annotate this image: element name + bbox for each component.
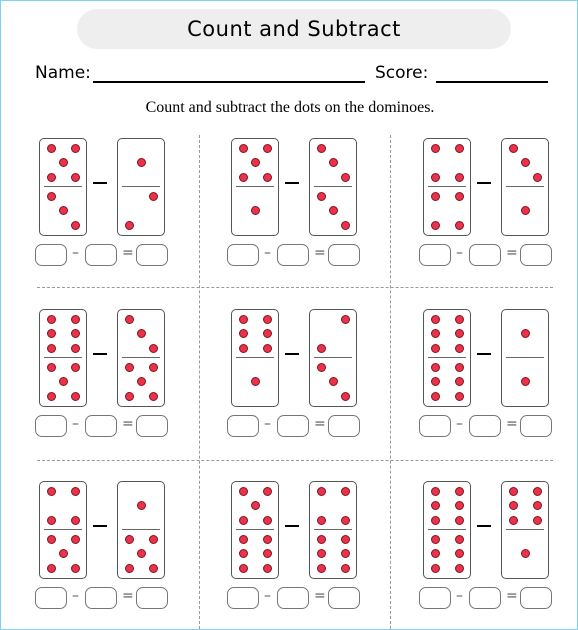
- domino-dot: [341, 173, 350, 182]
- equals-operator: =: [314, 588, 326, 604]
- domino-divider: [428, 529, 466, 530]
- domino-dot: [317, 516, 326, 525]
- domino-dot: [71, 535, 80, 544]
- domino-dot: [455, 501, 464, 510]
- name-label: Name:: [35, 63, 91, 83]
- answer-row: [227, 244, 367, 268]
- domino-right: [309, 309, 357, 407]
- domino-dot: [263, 516, 272, 525]
- score-label: Score:: [375, 63, 429, 83]
- domino-dot: [521, 206, 530, 215]
- equals-operator: =: [506, 245, 518, 261]
- domino-dot: [239, 315, 248, 324]
- domino-right: [117, 481, 165, 579]
- domino-dot: [149, 344, 158, 353]
- domino-dot: [431, 221, 440, 230]
- domino-dot: [47, 564, 56, 573]
- equals-operator: =: [314, 245, 326, 261]
- answer-box-second[interactable]: [85, 244, 117, 266]
- domino-dot: [431, 192, 440, 201]
- domino-dot: [125, 564, 134, 573]
- domino-dot: [431, 549, 440, 558]
- domino-dot: [239, 535, 248, 544]
- domino-left: [423, 138, 471, 236]
- domino-dot: [137, 377, 146, 386]
- minus-operator: –: [456, 245, 463, 261]
- answer-box-result[interactable]: [520, 587, 552, 609]
- domino-dot: [239, 487, 248, 496]
- domino-right: [501, 138, 549, 236]
- domino-dot: [71, 564, 80, 573]
- domino-dot: [509, 516, 518, 525]
- problem-cell: [35, 481, 215, 621]
- answer-box-second[interactable]: [277, 587, 309, 609]
- domino-dot: [251, 501, 260, 510]
- domino-left: [39, 138, 87, 236]
- answer-box-first[interactable]: [419, 587, 451, 609]
- equals-operator: =: [506, 588, 518, 604]
- domino-divider: [44, 357, 82, 358]
- domino-left: [231, 481, 279, 579]
- domino-left: [39, 309, 87, 407]
- domino-dot: [59, 158, 68, 167]
- domino-dot: [125, 363, 134, 372]
- domino-dot: [431, 487, 440, 496]
- domino-dot: [71, 344, 80, 353]
- domino-dot: [533, 516, 542, 525]
- domino-dot: [455, 144, 464, 153]
- domino-right: [117, 138, 165, 236]
- title-text: Count and Subtract: [187, 17, 401, 41]
- minus-operator: –: [456, 588, 463, 604]
- domino-dot: [149, 363, 158, 372]
- minus-operator: –: [264, 245, 271, 261]
- domino-dot: [47, 363, 56, 372]
- minus-sign: [93, 353, 107, 355]
- domino-dot: [149, 564, 158, 573]
- domino-dot: [71, 315, 80, 324]
- domino-divider: [428, 186, 466, 187]
- domino-dot: [317, 144, 326, 153]
- domino-divider: [236, 186, 274, 187]
- domino-dot: [431, 392, 440, 401]
- domino-dot: [329, 377, 338, 386]
- domino-dot: [149, 535, 158, 544]
- domino-dot: [431, 344, 440, 353]
- domino-dot: [533, 487, 542, 496]
- score-input-line[interactable]: [436, 81, 548, 83]
- domino-divider: [506, 529, 544, 530]
- answer-box-first[interactable]: [419, 244, 451, 266]
- domino-dot: [317, 487, 326, 496]
- domino-dot: [455, 535, 464, 544]
- domino-dot: [455, 363, 464, 372]
- domino-dot: [341, 535, 350, 544]
- problem-cell: [419, 309, 578, 449]
- domino-dot: [455, 549, 464, 558]
- domino-left: [231, 138, 279, 236]
- domino-right: [309, 481, 357, 579]
- minus-sign: [285, 353, 299, 355]
- answer-box-second[interactable]: [85, 587, 117, 609]
- domino-divider: [122, 186, 160, 187]
- domino-dot: [47, 315, 56, 324]
- domino-dot: [251, 158, 260, 167]
- domino-divider: [506, 357, 544, 358]
- grid-divider-horizontal: [37, 460, 553, 461]
- answer-box-first[interactable]: [35, 244, 67, 266]
- domino-divider: [44, 529, 82, 530]
- domino-dot: [71, 173, 80, 182]
- answer-box-first[interactable]: [35, 587, 67, 609]
- domino-dot: [521, 377, 530, 386]
- domino-dot: [431, 535, 440, 544]
- minus-sign: [285, 525, 299, 527]
- domino-dot: [431, 377, 440, 386]
- answer-box-result[interactable]: [136, 244, 168, 266]
- minus-sign: [477, 525, 491, 527]
- domino-dot: [455, 487, 464, 496]
- domino-dot: [47, 535, 56, 544]
- domino-dot: [317, 549, 326, 558]
- domino-right: [117, 309, 165, 407]
- domino-dot: [239, 549, 248, 558]
- domino-dot: [125, 221, 134, 230]
- domino-dot: [263, 344, 272, 353]
- domino-dot: [455, 221, 464, 230]
- domino-dot: [329, 158, 338, 167]
- domino-dot: [431, 329, 440, 338]
- domino-dot: [47, 329, 56, 338]
- domino-divider: [236, 529, 274, 530]
- domino-dot: [149, 392, 158, 401]
- domino-dot: [47, 392, 56, 401]
- domino-dot: [125, 392, 134, 401]
- domino-right: [309, 138, 357, 236]
- minus-operator: –: [264, 416, 271, 432]
- equals-operator: =: [314, 416, 326, 432]
- domino-dot: [263, 487, 272, 496]
- domino-dot: [341, 221, 350, 230]
- answer-box-result[interactable]: [328, 587, 360, 609]
- answer-box-result[interactable]: [328, 415, 360, 437]
- answer-box-first[interactable]: [419, 415, 451, 437]
- answer-box-second[interactable]: [277, 415, 309, 437]
- domino-dot: [509, 501, 518, 510]
- answer-box-second[interactable]: [85, 415, 117, 437]
- answer-box-second[interactable]: [469, 415, 501, 437]
- domino-dot: [341, 392, 350, 401]
- domino-dot: [533, 501, 542, 510]
- domino-dot: [137, 158, 146, 167]
- domino-dot: [431, 363, 440, 372]
- domino-dot: [317, 363, 326, 372]
- answer-row: [419, 587, 559, 611]
- domino-dot: [509, 487, 518, 496]
- domino-dot: [329, 206, 338, 215]
- domino-dot: [137, 501, 146, 510]
- domino-dot: [59, 549, 68, 558]
- equals-operator: =: [122, 245, 134, 261]
- domino-dot: [431, 173, 440, 182]
- domino-dot: [431, 144, 440, 153]
- domino-dot: [509, 144, 518, 153]
- answer-box-first[interactable]: [227, 415, 259, 437]
- domino-left: [39, 481, 87, 579]
- instructions: Count and subtract the dots on the dominoes.: [145, 99, 435, 116]
- domino-dot: [317, 535, 326, 544]
- name-score-row: [35, 61, 555, 85]
- domino-dot: [125, 315, 134, 324]
- domino-dot: [263, 315, 272, 324]
- equals-operator: =: [122, 416, 134, 432]
- domino-dot: [47, 487, 56, 496]
- answer-row: [35, 587, 175, 611]
- domino-dot: [263, 549, 272, 558]
- domino-dot: [47, 173, 56, 182]
- domino-divider: [122, 529, 160, 530]
- domino-left: [423, 309, 471, 407]
- domino-dot: [455, 344, 464, 353]
- answer-row: [227, 415, 367, 439]
- minus-operator: –: [456, 416, 463, 432]
- answer-box-second[interactable]: [469, 244, 501, 266]
- minus-operator: –: [72, 416, 79, 432]
- domino-dot: [455, 173, 464, 182]
- domino-right: [501, 481, 549, 579]
- domino-dot: [71, 144, 80, 153]
- domino-dot: [521, 329, 530, 338]
- domino-dot: [317, 344, 326, 353]
- domino-dot: [455, 516, 464, 525]
- answer-box-second[interactable]: [277, 244, 309, 266]
- minus-sign: [477, 182, 491, 184]
- grid-divider-horizontal: [37, 287, 553, 288]
- domino-dot: [125, 535, 134, 544]
- domino-dot: [341, 549, 350, 558]
- answer-row: [419, 244, 559, 268]
- domino-dot: [71, 221, 80, 230]
- answer-box-result[interactable]: [136, 415, 168, 437]
- domino-dot: [251, 377, 260, 386]
- domino-dot: [137, 329, 146, 338]
- problem-cell: [227, 309, 407, 449]
- domino-dot: [431, 564, 440, 573]
- answer-row: [35, 244, 175, 268]
- problem-cell: [419, 481, 578, 621]
- domino-dot: [317, 564, 326, 573]
- worksheet-title: [77, 9, 511, 49]
- domino-dot: [47, 344, 56, 353]
- domino-dot: [47, 144, 56, 153]
- domino-divider: [314, 357, 352, 358]
- equals-operator: =: [122, 588, 134, 604]
- domino-dot: [239, 344, 248, 353]
- domino-dot: [71, 329, 80, 338]
- domino-dot: [263, 329, 272, 338]
- minus-sign: [477, 353, 491, 355]
- minus-sign: [93, 182, 107, 184]
- domino-dot: [533, 173, 542, 182]
- domino-dot: [263, 173, 272, 182]
- domino-dot: [455, 329, 464, 338]
- answer-box-first[interactable]: [227, 244, 259, 266]
- domino-dot: [239, 516, 248, 525]
- answer-box-result[interactable]: [520, 415, 552, 437]
- domino-divider: [428, 357, 466, 358]
- domino-dot: [137, 549, 146, 558]
- domino-dot: [239, 329, 248, 338]
- problem-cell: [227, 481, 407, 621]
- domino-dot: [455, 392, 464, 401]
- domino-dot: [47, 516, 56, 525]
- problem-cell: [35, 309, 215, 449]
- domino-dot: [251, 206, 260, 215]
- domino-dot: [431, 516, 440, 525]
- equals-operator: =: [506, 416, 518, 432]
- domino-dot: [317, 192, 326, 201]
- domino-divider: [44, 186, 82, 187]
- answer-box-result[interactable]: [136, 587, 168, 609]
- domino-dot: [59, 377, 68, 386]
- domino-dot: [263, 144, 272, 153]
- minus-sign: [93, 525, 107, 527]
- domino-dot: [521, 549, 530, 558]
- answer-row: [227, 587, 367, 611]
- domino-dot: [71, 516, 80, 525]
- domino-dot: [239, 173, 248, 182]
- domino-dot: [455, 315, 464, 324]
- problem-cell: [227, 138, 407, 278]
- domino-dot: [239, 144, 248, 153]
- domino-dot: [455, 377, 464, 386]
- domino-dot: [71, 487, 80, 496]
- domino-divider: [122, 357, 160, 358]
- domino-dot: [71, 392, 80, 401]
- domino-divider: [236, 357, 274, 358]
- domino-dot: [239, 564, 248, 573]
- domino-dot: [341, 487, 350, 496]
- domino-divider: [314, 529, 352, 530]
- answer-box-second[interactable]: [469, 587, 501, 609]
- domino-left: [423, 481, 471, 579]
- domino-right: [501, 309, 549, 407]
- domino-divider: [314, 186, 352, 187]
- domino-dot: [431, 501, 440, 510]
- minus-operator: –: [72, 245, 79, 261]
- problem-cell: [419, 138, 578, 278]
- domino-dot: [263, 535, 272, 544]
- domino-dot: [431, 315, 440, 324]
- domino-dot: [71, 363, 80, 372]
- answer-box-first[interactable]: [35, 415, 67, 437]
- domino-dot: [455, 192, 464, 201]
- domino-dot: [149, 192, 158, 201]
- answer-row: [419, 415, 559, 439]
- domino-dot: [59, 206, 68, 215]
- answer-box-result[interactable]: [328, 244, 360, 266]
- domino-dot: [341, 516, 350, 525]
- domino-dot: [341, 315, 350, 324]
- problem-cell: [35, 138, 215, 278]
- minus-sign: [285, 182, 299, 184]
- domino-divider: [506, 186, 544, 187]
- minus-operator: –: [264, 588, 271, 604]
- minus-operator: –: [72, 588, 79, 604]
- domino-dot: [455, 564, 464, 573]
- answer-row: [35, 415, 175, 439]
- domino-dot: [263, 564, 272, 573]
- domino-dot: [341, 564, 350, 573]
- name-input-line[interactable]: [93, 81, 365, 83]
- domino-dot: [47, 192, 56, 201]
- domino-left: [231, 309, 279, 407]
- answer-box-first[interactable]: [227, 587, 259, 609]
- answer-box-result[interactable]: [520, 244, 552, 266]
- domino-dot: [521, 158, 530, 167]
